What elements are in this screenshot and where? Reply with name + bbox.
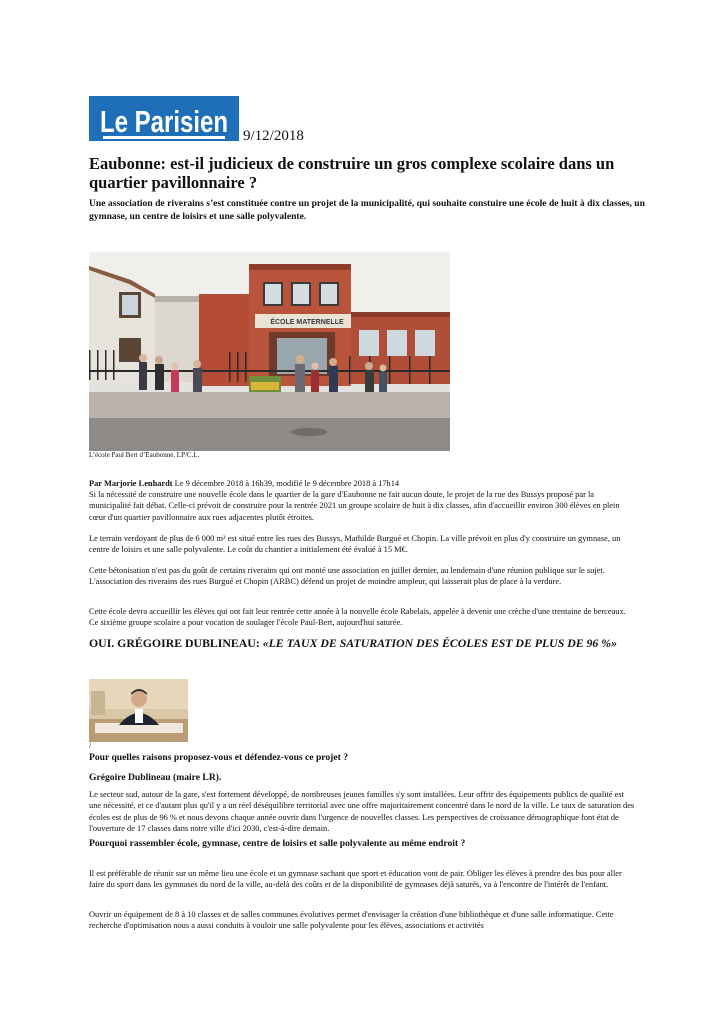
paragraph-1: Si la nécessité de construire une nouvelle école dans le quartier de la gare d'Eaubonne ne fait aucun doute, le projet de la rue des Bussys proposé par la municipalité fait débat. Celle-ci prévoit de construire pour la rentrée 2021 un groupe scolaire de huit à dix classes, afin d'accueillir environ 300 élèves en plein cœur d'un quartier pavillonnaire aux rues adjacentes plutôt étroites. [89, 490, 620, 522]
paragraph-2: Le terrain verdoyant de plus de 6 000 m² est situé entre les rues des Bussys, Mathilde Burgué et Chopin. La ville prévoit en plus d'y construire un gymnase, un centre de loisirs et une salle polyvalente. Le coût du chantier a initialement été évalué à 15 M€. [89, 534, 621, 555]
publication-meta: Le 9 décembre 2018 à 16h39, modifié le 9 décembre 2018 à 17h14 [172, 479, 400, 488]
interviewee-name: Grégoire Dublineau (maire LR). [89, 772, 222, 783]
author-name: Par Marjorie Lenhardt [89, 479, 173, 488]
question-1: Pour quelles raisons proposez-vous et défendez-vous ce projet ? [89, 752, 349, 763]
article-lead: Une association de riverains s’est constituée contre un projet de la municipalité, qui souhaite constuire une école de huit à dix classes, un gymnase, un centre de loisirs et une salle polyvalente. [89, 198, 645, 222]
logo-wordmark-text: Le Parisien [100, 104, 228, 139]
school-sign-text: ÉCOLE MATERNELLE [270, 319, 344, 326]
logo-wordmark [89, 96, 239, 141]
mayor-portrait-image [89, 679, 188, 742]
answer-2: Il est préférable de réunir sur un même lieu une école et un gymnase sachant que sport et éducation vont de pair. Obliger les élèves à prendre des bus pour aller faire du sport dans les gymnases du nord de la ville, au-delà des coûts et de la disponibilité de gymnases déjà saturés, va à l'encontre de l'intérêt de l'enfant. [89, 869, 622, 890]
answer-1: Le secteur sud, autour de la gare, s'est fortement développé, de nombreuses jeunes familles s'y sont installées. Leur offrir des équipements publics de qualité est une nécessité, et ce d'autant plus qu'il y a un réel déséquilibre territorial avec une offre majoritairement concentré dans le nord de la ville. Le taux de saturation des écoles est de plus de 96 % et nous devons chaque année ouvrir dans l'urgence de nouvelles classes. Les perspectives de croissance démographique font état de l'ouverture de 17 classes dans notre ville d'ici 2030, c'est-à-dire demain. [89, 790, 635, 833]
school-photo-image [89, 252, 450, 451]
mayor-portrait-photo [89, 679, 188, 742]
interview-section-title [89, 636, 649, 651]
paragraph-3: Cette bétonisation n'est pas du goût de certains riverains qui ont monté une association en juillet dernier, au lendemain d'une réunion publique sur le sujet. L'association des riverains des rues Burgué et Chopin (ARBC) défend un projet de moindre ampleur, qui laisserait plus de place à la verdure. [89, 566, 605, 587]
section-title-prefix: OUI. GRÉGOIRE DUBLINEAU: [89, 636, 263, 650]
section-title-quote: «LE TAUX DE SATURATION DES ÉCOLES EST DE PLUS DE 96 %» [262, 636, 618, 650]
school-photo [89, 252, 450, 451]
paragraph-4: Cette école devra accueillir les élèves qui ont fait leur rentrée cette année à la nouvelle école Rabelais, appelée à devenir une crèche d'une trentaine de berceaux. Ce sixième groupe scolaire a pour vocation de soulager l'école Paul-Bert, aujourd'hui saturée. [89, 607, 626, 628]
answer-3: Ouvrir un équipement de 8 à 10 classes et de salles communes évolutives permet d'envisager la création d'une bibliothèque et d'une salle informatique. Cette recherche d'optimisation nous a aussi conduits à vouloir une salle polyvalente pour les élèves, associations et activités [89, 910, 614, 931]
article-byline [89, 478, 637, 489]
publication-date: 9/12/2018 [243, 128, 304, 144]
photo-caption: L’école Paul Bert d’Eaubonne. LP/C.L. [89, 451, 200, 459]
stray-slash: / [89, 741, 92, 750]
article-headline: Eaubonne: est-il judicieux de construire un gros complexe scolaire dans un quartier pavillonnaire ? [89, 154, 615, 192]
le-parisien-logo [89, 96, 239, 141]
question-2: Pourquoi rassembler école, gymnase, centre de loisirs et salle polyvalente au même endroit ? [89, 838, 466, 849]
